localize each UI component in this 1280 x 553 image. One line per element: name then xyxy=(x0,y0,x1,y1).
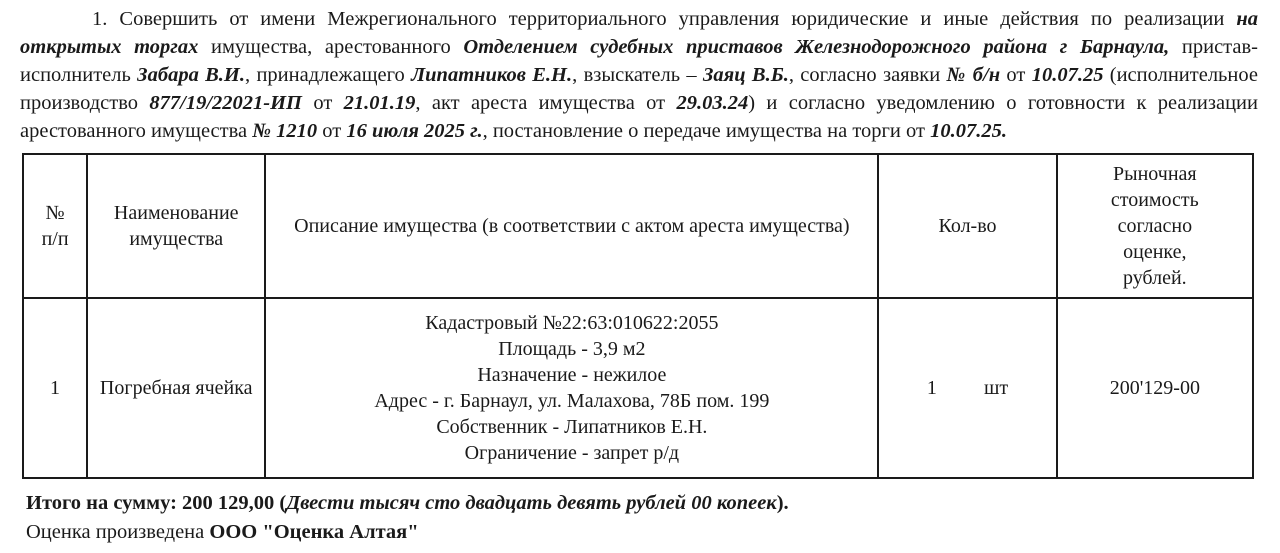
intro-segment: от xyxy=(1000,63,1032,86)
cell-number: 1 xyxy=(23,298,87,478)
intro-segment-emph: Отделением судебных приставов Железнодорожного района г Барнаула, xyxy=(463,35,1170,58)
header-property-name: Наименование имущества xyxy=(87,154,265,298)
total-sum-line xyxy=(26,489,1280,517)
intro-segment: имущества, арестованного xyxy=(198,35,464,58)
intro-segment: , согласно заявки xyxy=(788,63,947,86)
header-market-value-line2: стоимость xyxy=(1110,189,1199,212)
cell-quantity xyxy=(878,298,1056,478)
intro-segment: пристав-исполнитель xyxy=(20,35,1258,86)
header-number xyxy=(23,154,87,298)
intro-segment-emph: 877/19/22021-ИП xyxy=(149,91,302,114)
header-market-value xyxy=(1057,154,1253,298)
intro-segment-emph: на открытых торгах xyxy=(20,8,1258,58)
total-sum-words: Двести тысяч сто двадцать девять рублей 00 копеек xyxy=(286,492,777,515)
intro-segment-emph: 29.03.24 xyxy=(676,91,749,114)
intro-paragraph xyxy=(0,0,1280,145)
header-quantity: Кол-во xyxy=(878,154,1056,298)
intro-segment-emph: 21.01.19 xyxy=(343,91,416,114)
intro-segment: , принадлежащего xyxy=(245,63,412,86)
intro-segment-emph: Забара В.И. xyxy=(137,63,245,86)
intro-segment: 1. Совершить от имени Межрегионального территориального управления юридические и иные действия по реализации xyxy=(92,8,1237,30)
cell-property-name: Погребная ячейка xyxy=(87,298,265,478)
intro-segment-emph: № б/н xyxy=(946,63,1001,86)
description-line: Собственник - Липатников Е.Н. xyxy=(436,416,708,439)
description-line: Кадастровый №22:63:010622:2055 xyxy=(425,312,719,335)
description-line: Ограничение - запрет р/д xyxy=(464,442,680,465)
intro-segment-emph: 10.07.25 xyxy=(1031,63,1104,86)
intro-segment-emph: Заяц В.Б. xyxy=(702,63,789,86)
header-number-line1: № xyxy=(45,202,65,225)
table-header-row xyxy=(23,154,1253,298)
header-market-value-line4: оценке, xyxy=(1123,241,1187,264)
intro-segment-emph: 16 июля 2025 г. xyxy=(346,119,483,142)
header-number-line2: п/п xyxy=(41,228,69,251)
table-footer xyxy=(0,479,1280,546)
total-sum-label: Итого на сумму: 200 129,00 ( xyxy=(26,492,287,515)
intro-segment: (исполнительное производство xyxy=(20,63,1258,114)
quantity-unit: шт xyxy=(983,377,1009,400)
intro-segment: , акт ареста имущества от xyxy=(415,91,677,114)
appraisal-line xyxy=(26,518,1280,546)
intro-segment: , взыскатель – xyxy=(572,63,703,86)
header-property-description: Описание имущества (в соответствии с актом ареста имущества) xyxy=(265,154,878,298)
header-market-value-line1: Рыночная xyxy=(1113,163,1197,186)
property-table xyxy=(22,153,1254,479)
header-market-value-line5: рублей. xyxy=(1122,267,1187,290)
intro-segment-emph: 10.07.25. xyxy=(930,119,1007,142)
header-market-value-line3: согласно xyxy=(1117,215,1193,238)
intro-segment: от xyxy=(317,119,347,142)
total-sum-tail: ). xyxy=(776,492,789,515)
intro-text xyxy=(20,6,1258,145)
description-line: Площадь - 3,9 м2 xyxy=(498,338,646,361)
intro-segment-emph: Липатников Е.Н. xyxy=(411,63,573,86)
description-line: Назначение - нежилое xyxy=(477,364,667,387)
appraisal-prefix: Оценка произведена xyxy=(26,520,210,543)
intro-segment-emph: № 1210 xyxy=(252,119,318,142)
intro-segment: , постановление о передаче имущества на торги от xyxy=(482,119,931,142)
table-row xyxy=(23,298,1253,478)
cell-property-description xyxy=(265,298,878,478)
cell-market-value: 200'129-00 xyxy=(1057,298,1253,478)
quantity-value: 1 xyxy=(926,377,937,400)
appraisal-organization: ООО "Оценка Алтая" xyxy=(209,520,419,543)
description-line: Адрес - г. Барнаул, ул. Малахова, 78Б пом. 199 xyxy=(374,390,770,413)
intro-segment: от xyxy=(301,91,344,114)
intro-segment: ) и согласно уведомлению о готовности к реализации арестованного имущества xyxy=(20,91,1258,142)
